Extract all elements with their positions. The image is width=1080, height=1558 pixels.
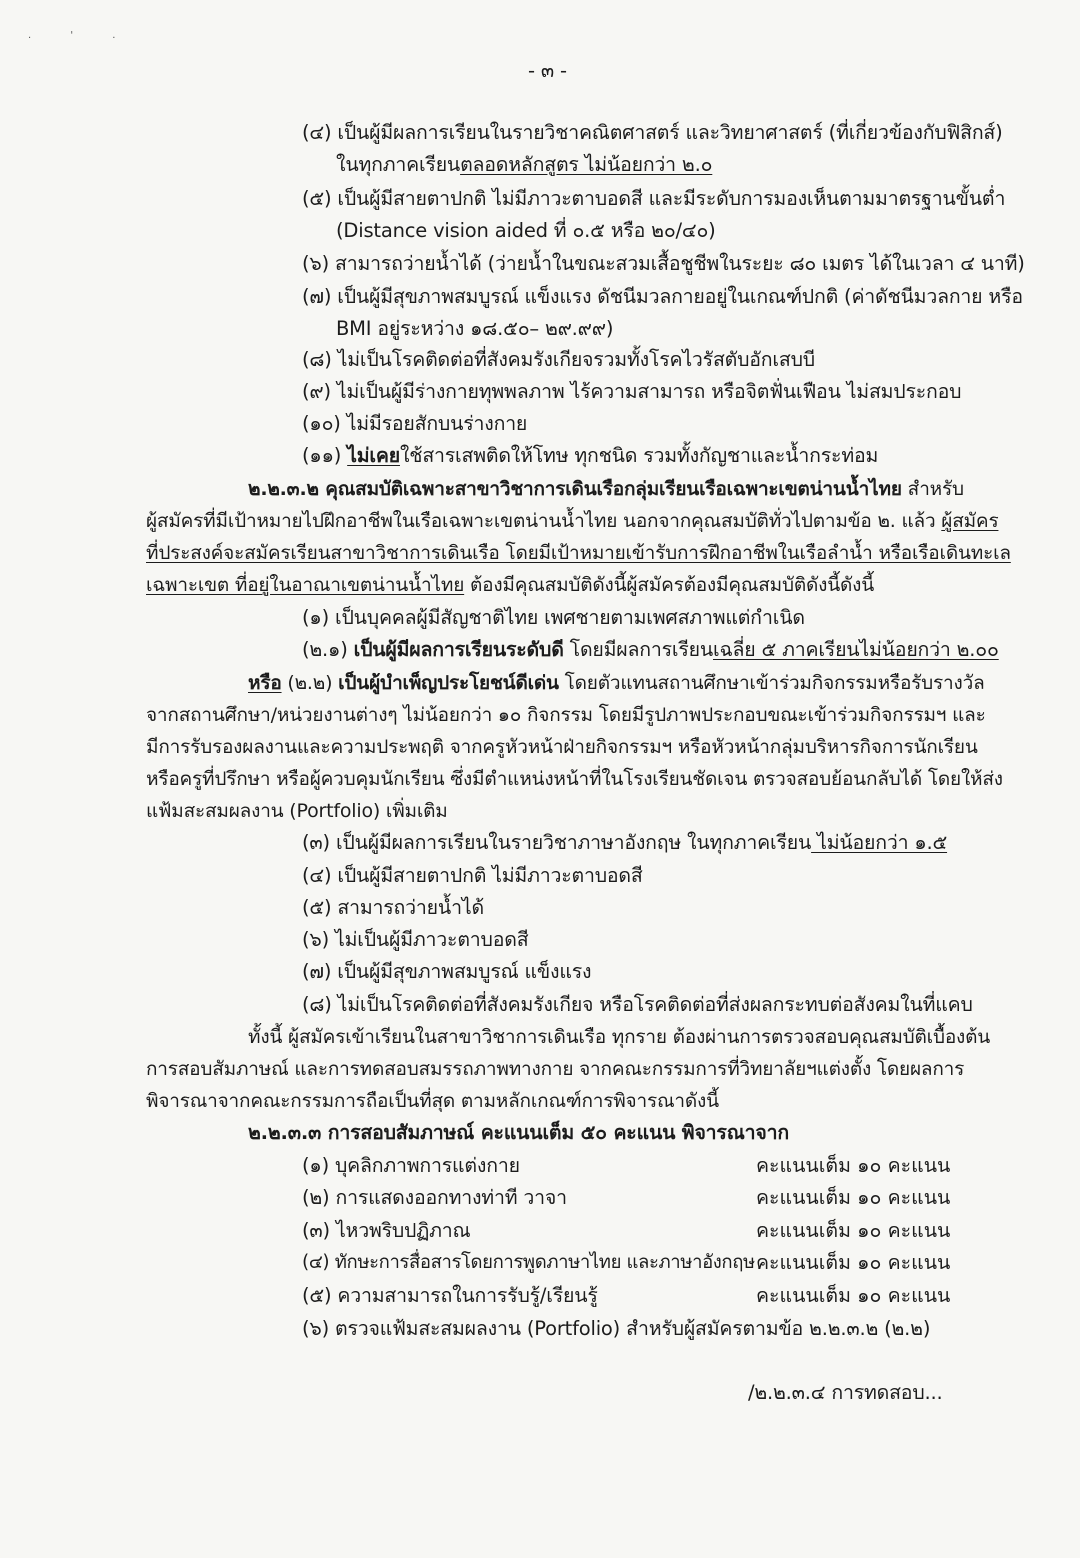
page-number: - ๓ -: [528, 59, 567, 82]
section-232-para-line-3: ที่ประสงค์จะสมัครเรียนสาขาวิชาการเดินเรือ โดยมีเป้าหมายเข้ารับการฝึกอาชีพในเรือลำน้ำ หรือเรือเดินทะเล: [146, 542, 1011, 564]
criterion-2-label: (๒) การแสดงออกทางท่าที วาจา: [302, 1186, 567, 1209]
underlined-requirement: ตลอดหลักสูตร ไม่น้อยกว่า ๒.๐: [460, 153, 713, 176]
criterion-4-label: (๔) ทักษะการสื่อสารโดยการพูดภาษาไทย และภาษาอังกฤษ: [302, 1252, 755, 1273]
item-4-line-2: ในทุกภาคเรียนตลอดหลักสูตร ไม่น้อยกว่า ๒.๐: [336, 153, 713, 176]
criterion-1-label: (๑) บุคลิกภาพการแต่งกาย: [302, 1154, 520, 1177]
req-6: (๖) ไม่เป็นผู้มีภาวะตาบอดสี: [302, 928, 529, 951]
or-label: หรือ: [248, 672, 282, 694]
item-4-line-1: (๔) เป็นผู้มีผลการเรียนในรายวิชาคณิตศาสตร์ และวิทยาศาสตร์ (ที่เกี่ยวข้องกับฟิสิกส์): [302, 121, 1003, 144]
criterion-1-points: คะแนนเต็ม ๑๐ คะแนน: [756, 1154, 951, 1177]
item-9: (๙) ไม่เป็นผู้มีร่างกายทุพพลภาพ ไร้ความสามารถ หรือจิตฟั่นเฟือน ไม่สมประกอบ: [302, 380, 962, 403]
item-8: (๘) ไม่เป็นโรคติดต่อที่สังคมรังเกียจรวมทั้งโรคไวรัสตับอักเสบบี: [302, 348, 815, 371]
summary-line-3: พิจารณาจากคณะกรรมการถือเป็นที่สุด ตามหลักเกณฑ์การพิจารณาดังนี้: [146, 1090, 719, 1112]
req-2-2-line-3: มีการรับรองผลงานและความประพฤติ จากครูหัวหน้าฝ่ายกิจกรรมฯ หรือหัวหน้ากลุ่มบริหารกิจการนักเรียน: [146, 736, 978, 758]
req-2-2-line-5: แฟ้มสะสมผลงาน (Portfolio) เพิ่มเติม: [146, 800, 448, 822]
req-8: (๘) ไม่เป็นโรคติดต่อที่สังคมรังเกียจ หรือโรคติดต่อที่ส่งผลกระทบต่อสังคมในที่แคบ: [302, 993, 973, 1016]
criterion-6: (๖) ตรวจแฟ้มสะสมผลงาน (Portfolio) สำหรับผู้สมัครตามข้อ ๒.๒.๓.๒ (๒.๒): [302, 1317, 931, 1340]
criterion-5-points: คะแนนเต็ม ๑๐ คะแนน: [756, 1284, 951, 1307]
req-3: (๓) เป็นผู้มีผลการเรียนในรายวิชาภาษาอังกฤษ ในทุกภาคเรียน ไม่น้อยกว่า ๑.๕: [302, 831, 948, 854]
item-5-line-1: (๕) เป็นผู้มีสายตาปกติ ไม่มีภาวะตาบอดสี และมีระดับการมองเห็นตามมาตรฐานขั้นต่ำ: [302, 187, 1006, 210]
item-5-line-2: (Distance vision aided ที่ ๐.๕ หรือ ๒๐/๔๐): [336, 219, 716, 242]
req-2-2-line-2: จากสถานศึกษา/หน่วยงานต่างๆ ไม่น้อยกว่า ๑๐ กิจกรรม โดยมีรูปภาพประกอบขณะเข้าร่วมกิจกรรมฯ และ: [146, 704, 986, 726]
req-7: (๗) เป็นผู้มีสุขภาพสมบูรณ์ แข็งแรง: [302, 960, 592, 983]
req-2-2-line-1: หรือ (๒.๒) เป็นผู้บำเพ็ญประโยชน์ดีเด่น โดยตัวแทนสถานศึกษาเข้าร่วมกิจกรรมหรือรับรางวัล: [248, 672, 985, 694]
scan-marks: . ' .: [28, 30, 134, 41]
item-7-line-1: (๗) เป็นผู้มีสุขภาพสมบูรณ์ แข็งแรง ดัชนีมวลกายอยู่ในเกณฑ์ปกติ (ค่าดัชนีมวลกาย หรือ: [302, 285, 1023, 308]
item-6: (๖) สามารถว่ายน้ำได้ (ว่ายน้ำในขณะสวมเสื้อชูชีพในระยะ ๘๐ เมตร ได้ในเวลา ๔ นาที): [302, 252, 1025, 275]
section-233-heading: ๒.๒.๓.๓ การสอบสัมภาษณ์ คะแนนเต็ม ๕๐ คะแนน พิจารณาจาก: [248, 1121, 789, 1144]
criterion-3-label: (๓) ไหวพริบปฏิภาณ: [302, 1219, 471, 1242]
req-1: (๑) เป็นบุคคลผู้มีสัญชาติไทย เพศชายตามเพศสภาพแต่กำเนิด: [302, 606, 805, 629]
summary-line-1: ทั้งนี้ ผู้สมัครเข้าเรียนในสาขาวิชาการเดินเรือ ทุกราย ต้องผ่านการตรวจสอบคุณสมบัติเบื้องต้น: [248, 1026, 991, 1048]
criterion-5-label: (๕) ความสามารถในการรับรู้/เรียนรู้: [302, 1284, 598, 1307]
req-4: (๔) เป็นผู้มีสายตาปกติ ไม่มีภาวะตาบอดสี: [302, 864, 643, 887]
criterion-4-points: คะแนนเต็ม ๑๐ คะแนน: [756, 1251, 951, 1274]
criterion-3-points: คะแนนเต็ม ๑๐ คะแนน: [756, 1219, 951, 1242]
item-7-line-2: BMI อยู่ระหว่าง ๑๘.๕๐– ๒๙.๙๙): [336, 317, 614, 340]
section-232-para-line-2: ผู้สมัครที่มีเป้าหมายไปฝึกอาชีพในเรือเฉพาะเขตน่านน้ำไทย นอกจากคุณสมบัติทั่วไปตามข้อ ๒. แล้ว ผู้สมัคร: [146, 510, 999, 532]
req-2-2-line-4: หรือครูที่ปรึกษา หรือผู้ควบคุมนักเรียน ซึ่งมีตำแหน่งหน้าที่ในโรงเรียนชัดเจน ตรวจสอบย้อนกลับได้ โดยให้ส่ง: [146, 768, 1003, 790]
item-10: (๑๐) ไม่มีรอยสักบนร่างกาย: [302, 412, 528, 435]
emphasis-never: ไม่เคย: [347, 444, 400, 467]
continuation-note: /๒.๒.๓.๔ การทดสอบ...: [748, 1381, 943, 1404]
summary-line-2: การสอบสัมภาษณ์ และการทดสอบสมรรถภาพทางกาย จากคณะกรรมการที่วิทยาลัยฯแต่งตั้ง โดยผลการ: [146, 1058, 965, 1080]
item-11: (๑๑) ไม่เคยใช้สารเสพติดให้โทษ ทุกชนิด รวมทั้งกัญชาและน้ำกระท่อม: [302, 444, 879, 467]
section-232-heading: ๒.๒.๓.๒ คุณสมบัติเฉพาะสาขาวิชาการเดินเรือกลุ่มเรียนเรือเฉพาะเขตน่านน้ำไทย สำหรับ: [248, 478, 964, 500]
req-5: (๕) สามารถว่ายน้ำได้: [302, 896, 484, 919]
criterion-2-points: คะแนนเต็ม ๑๐ คะแนน: [756, 1186, 951, 1209]
req-2-1: (๒.๑) เป็นผู้มีผลการเรียนระดับดี โดยมีผลการเรียนเฉลี่ย ๕ ภาคเรียนไม่น้อยกว่า ๒.๐๐: [302, 638, 999, 661]
section-232-para-line-4: เฉพาะเขต ที่อยู่ในอาณาเขตน่านน้ำไทย ต้องมีคุณสมบัติดังนี้ผู้สมัครต้องมีคุณสมบัติดังนี้ดังนี้: [146, 574, 874, 596]
